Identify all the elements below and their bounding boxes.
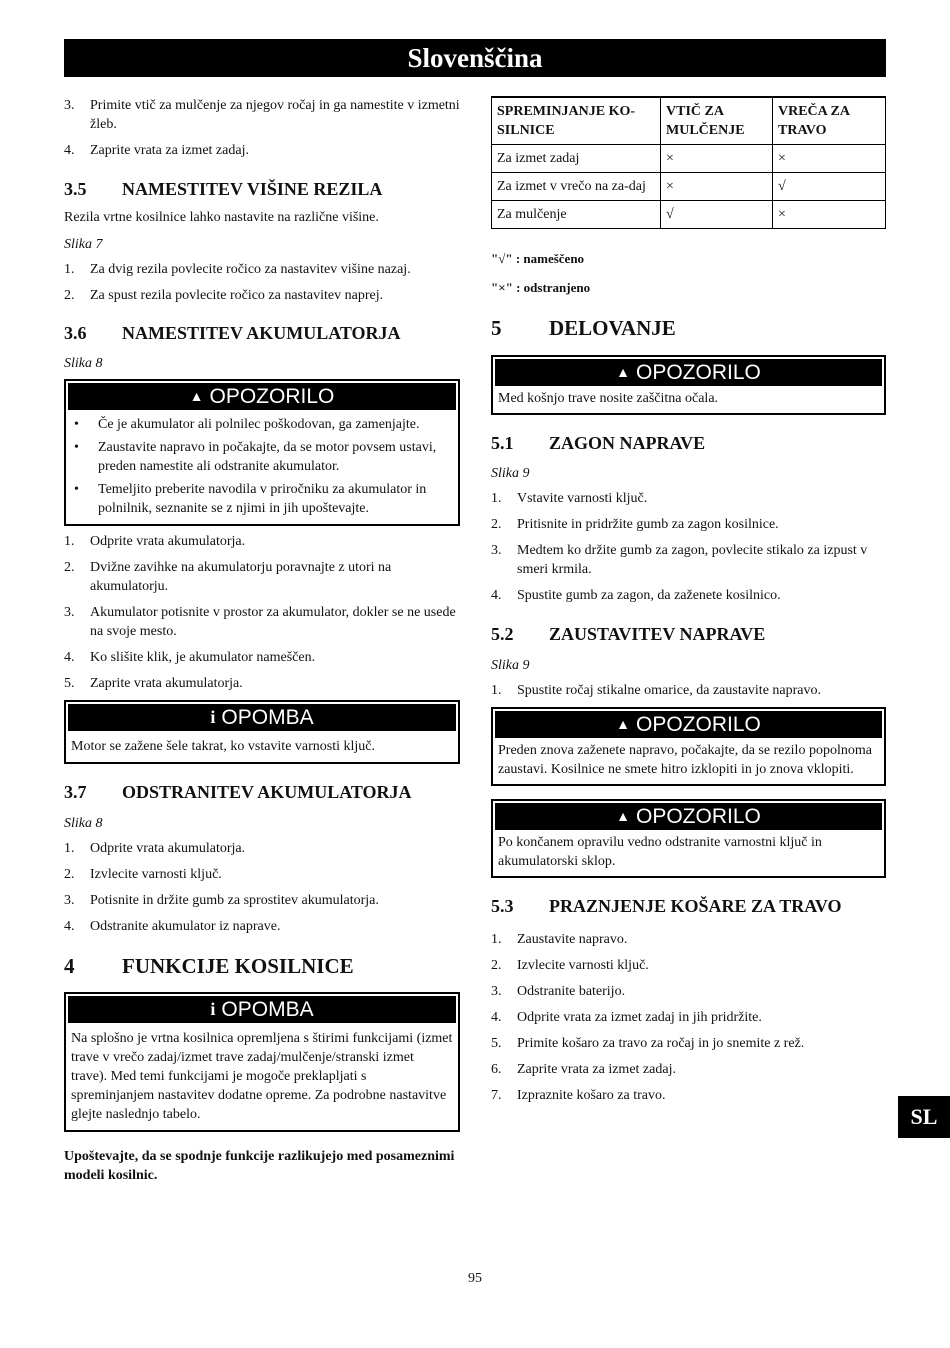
warning-header: ▲ OPOZORILO (68, 383, 456, 410)
page-number: 95 (468, 1271, 482, 1286)
list-item: 5. Primite košaro za travo za ročaj in jo snemite z rež. (491, 1036, 805, 1051)
warning-text: Po končanem opravilu vedno odstranite varnostni ključ in akumulatorski sklop. (498, 835, 822, 869)
steps-list (491, 681, 886, 700)
list-item: 1. Vstavite varnosti ključ. (491, 491, 648, 506)
section-heading-4: 4 FUNKCIJE KOSILNICE (64, 954, 354, 978)
section-intro: Rezila vrtne kosilnice lahko nastavite na različne višine. (64, 210, 379, 225)
table-cell: Za izmet zadaj (492, 145, 661, 173)
warning-header: ▲ OPOZORILO (495, 359, 882, 386)
list-item: 5. Zaprite vrata akumulatorja. (64, 676, 243, 691)
warning-triangle-icon: ▲ (189, 388, 204, 404)
note-box (64, 992, 460, 1132)
steps-list (64, 260, 460, 305)
note-box (64, 700, 460, 764)
note-header: i OPOMBA (68, 704, 456, 731)
figure-reference: Slika 8 (64, 356, 103, 371)
section-heading-5-3: 5.3 PRAZNJENJE KOŠARE ZA TRAVO (491, 896, 842, 916)
table-row (492, 173, 886, 201)
table-cell: Za izmet v vrečo na za-daj (492, 173, 661, 201)
list-item: • Če je akumulator ali polnilec poškodovan, ga zamenjajte. (74, 417, 420, 432)
warning-list (71, 415, 453, 518)
warning-text: Med košnjo trave nosite zaščitna očala. (498, 391, 719, 406)
table-cell: × (773, 201, 886, 229)
table-row (492, 145, 886, 173)
table-header-cell: SPREMINJANJE KO-SILNICE (492, 97, 661, 145)
list-item: 1. Za dvig rezila povlecite ročico za nastavitev višine nazaj. (64, 262, 411, 277)
list-item: 6. Zaprite vrata za izmet zadaj. (491, 1062, 676, 1077)
warning-box (64, 379, 460, 526)
note-header: i OPOMBA (68, 996, 456, 1023)
steps-list (64, 839, 460, 936)
note-text: Motor se zažene šele takrat, ko vstavite varnosti ključ. (71, 739, 376, 754)
list-item: 4. Odprite vrata za izmet zadaj in jih pridržite. (491, 1010, 762, 1025)
list-item: • Zaustavite napravo in počakajte, da se motor povsem ustavi, preden namestite ali odstranite akumulator. (74, 440, 437, 474)
section-heading-5: 5 DELOVANJE (491, 316, 676, 340)
table-cell: × (661, 173, 773, 201)
figure-reference: Slika 9 (491, 466, 530, 481)
list-item: 1. Zaustavite napravo. (491, 932, 628, 947)
warning-box (491, 799, 886, 878)
legend-installed: "√" : nameščeno (491, 251, 585, 266)
warning-box (491, 355, 886, 415)
list-item: 1. Odprite vrata akumulatorja. (64, 534, 246, 549)
list-item: 3. Akumulator potisnite v prostor za akumulator, dokler se ne usede na svoje mesto. (64, 605, 456, 639)
table-header-cell: VTIČ ZA MULČENJE (661, 97, 773, 145)
list-item: 4. Odstranite akumulator iz naprave. (64, 919, 281, 934)
section-heading-3-7: 3.7 ODSTRANITEV AKUMULATORJA (64, 782, 412, 802)
figure-reference: Slika 9 (491, 658, 530, 673)
info-icon: i (210, 999, 216, 1019)
figure-reference: Slika 8 (64, 816, 103, 831)
continued-steps-list (64, 96, 460, 160)
left-column (64, 96, 460, 1185)
figure-reference: Slika 7 (64, 237, 103, 252)
table-cell: √ (773, 173, 886, 201)
list-item: 4. Ko slišite klik, je akumulator nameščen. (64, 650, 316, 665)
warning-triangle-icon: ▲ (616, 716, 630, 732)
functions-table (491, 96, 886, 229)
warning-text: Preden znova zaženete napravo, počakajte, da se rezilo popolnoma zaustavi. Kosilnice ne smete hitro izklopiti in jo znova vklopiti. (498, 743, 872, 777)
legend-removed: "×" : odstranjeno (491, 280, 591, 295)
right-column (491, 96, 886, 1112)
steps-list (64, 532, 460, 693)
note-text: Na splošno je vrtna kosilnica opremljena s štirimi funkcijami (izmet trave v vrečo zadaj/izmet trave zadaj/mulčenje/stranski izmet trave). Med temi funkcijami je mogoče preklapljati s spreminjanjem nastavitev dodatne opreme. Za podrobne nastavitve glejte naslednjo tabelo. (71, 1031, 453, 1122)
steps-list (491, 489, 886, 605)
list-item: 2. Pritisnite in pridržite gumb za zagon kosilnice. (491, 517, 779, 532)
model-variation-note: Upoštevajte, da se spodnje funkcije razlikujejo med posameznimi modeli kosilnic. (64, 1149, 455, 1183)
table-row (492, 201, 886, 229)
table-header-row (492, 97, 886, 145)
list-item: 4. Spustite gumb za zagon, da zaženete kosilnico. (491, 588, 781, 603)
list-item: 2. Izvlecite varnosti ključ. (64, 867, 222, 882)
language-tab: SL (898, 1096, 950, 1138)
list-item: 1. Spustite ročaj stikalne omarice, da zaustavite napravo. (491, 683, 822, 698)
warning-triangle-icon: ▲ (616, 808, 630, 824)
list-item: 3. Primite vtič za mulčenje za njegov ročaj in ga namestite v izmetni žleb. (64, 98, 460, 132)
page-title: Slovenščina (64, 39, 886, 77)
info-icon: i (210, 707, 216, 727)
list-item: 3. Medtem ko držite gumb za zagon, povlecite stikalo za izpust v smeri krmila. (491, 543, 868, 577)
table-header-cell: VREČA ZA TRAVO (773, 97, 886, 145)
table-cell: × (661, 145, 773, 173)
list-item: 1. Odprite vrata akumulatorja. (64, 841, 246, 856)
table-cell: Za mulčenje (492, 201, 661, 229)
list-item: 2. Izvlecite varnosti ključ. (491, 958, 649, 973)
list-item: 4. Zaprite vrata za izmet zadaj. (64, 143, 249, 158)
section-heading-5-1: 5.1 ZAGON NAPRAVE (491, 433, 706, 453)
section-heading-5-2: 5.2 ZAUSTAVITEV NAPRAVE (491, 624, 766, 644)
list-item: 3. Odstranite baterijo. (491, 984, 626, 999)
list-item: 2. Za spust rezila povlecite ročico za nastavitev naprej. (64, 288, 384, 303)
list-item: 3. Potisnite in držite gumb za sprostitev akumulatorja. (64, 893, 379, 908)
list-item: 2. Dvižne zavihke na akumulatorju poravnajte z utori na akumulatorju. (64, 560, 392, 594)
section-heading-3-6: 3.6 NAMESTITEV AKUMULATORJA (64, 323, 401, 343)
table-cell: × (773, 145, 886, 173)
table-cell: √ (661, 201, 773, 229)
section-heading-3-5: 3.5 NAMESTITEV VIŠINE REZILA (64, 179, 383, 199)
warning-header: ▲ OPOZORILO (495, 711, 882, 738)
warning-header: ▲ OPOZORILO (495, 803, 882, 830)
steps-list (491, 930, 886, 1105)
list-item: 7. Izpraznite košaro za travo. (491, 1088, 666, 1103)
list-item: • Temeljito preberite navodila v priročniku za akumulator in polnilnik, seznanite se z njimi in jih upoštevajte. (74, 482, 427, 516)
warning-triangle-icon: ▲ (616, 364, 630, 380)
warning-box (491, 707, 886, 786)
